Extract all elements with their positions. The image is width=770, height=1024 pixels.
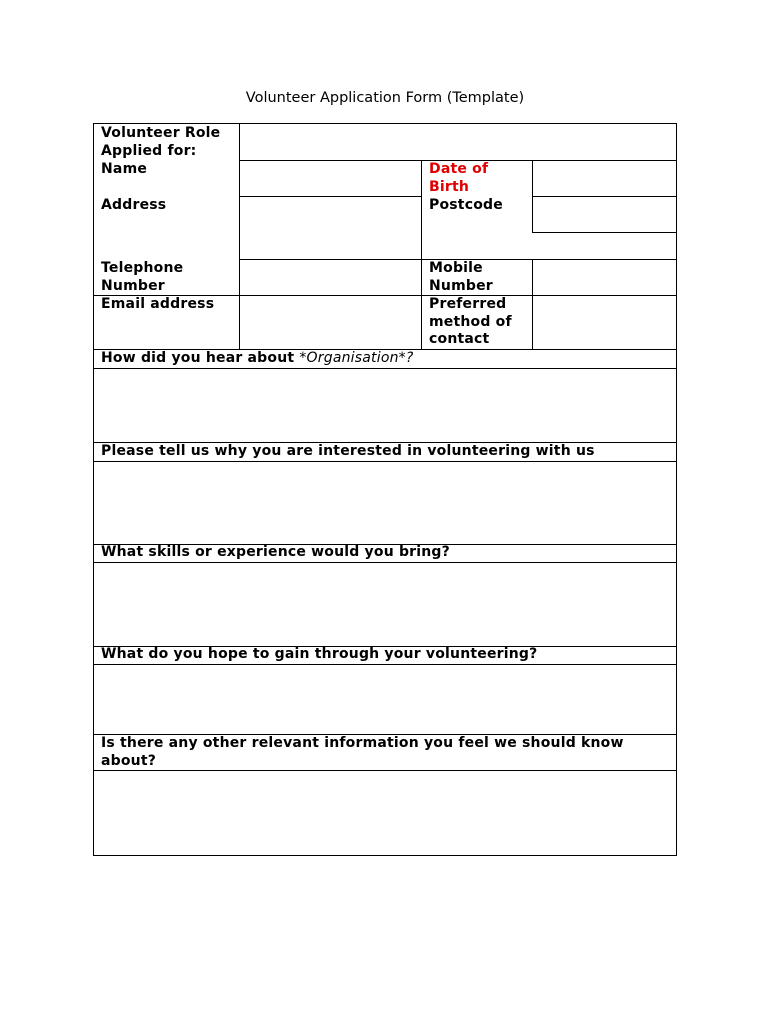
skills-question: What skills or experience would you bring? — [101, 544, 450, 560]
preferred-contact-field[interactable] — [533, 296, 676, 348]
hear-about-text: How did you hear about — [101, 350, 300, 366]
name-label: Name — [101, 161, 148, 177]
divider — [421, 259, 422, 349]
other-info-answer[interactable] — [95, 771, 676, 855]
why-interested-question: Please tell us why you are interested in volunteering with us — [101, 443, 595, 459]
name-field[interactable] — [240, 161, 420, 195]
other-info-question: Is there any other relevant information you feel we should know about? — [101, 735, 624, 769]
address-extra-field[interactable] — [422, 233, 676, 258]
postcode-label: Postcode — [429, 197, 503, 213]
mobile-label: Mobile Number — [429, 260, 493, 294]
organisation-placeholder: *Organisation*? — [299, 350, 414, 366]
date-of-birth-label: Date of Birth — [429, 161, 489, 195]
postcode-field[interactable] — [533, 197, 676, 231]
mobile-field[interactable] — [533, 260, 676, 294]
hear-about-answer[interactable] — [95, 369, 676, 441]
volunteer-role-field[interactable] — [240, 125, 676, 159]
email-label: Email address — [101, 296, 215, 312]
email-field[interactable] — [240, 296, 420, 348]
form-title: Volunteer Application Form (Template) — [245, 90, 525, 106]
volunteer-role-label: Volunteer Role Applied for: — [101, 125, 221, 159]
hope-to-gain-question: What do you hope to gain through your volunteering? — [101, 646, 538, 662]
hope-to-gain-answer[interactable] — [95, 665, 676, 733]
skills-answer[interactable] — [95, 563, 676, 645]
date-of-birth-field[interactable] — [533, 161, 676, 195]
telephone-field[interactable] — [240, 260, 420, 294]
telephone-label: Telephone Number — [101, 260, 184, 294]
hear-about-question — [101, 350, 413, 368]
address-field[interactable] — [240, 197, 420, 258]
preferred-contact-label: Preferred method of contact — [429, 296, 512, 347]
address-label: Address — [101, 197, 167, 213]
application-form-table — [93, 123, 677, 856]
why-interested-answer[interactable] — [95, 462, 676, 543]
